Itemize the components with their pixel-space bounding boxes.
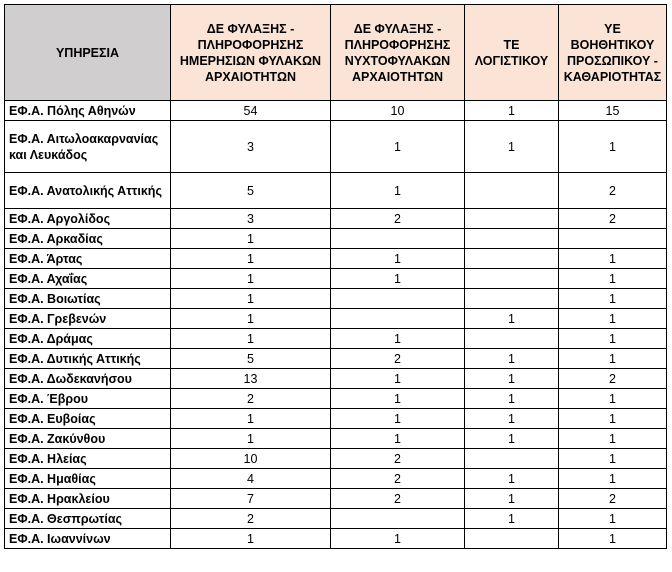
- table-row: [5, 249, 667, 269]
- accounting-value: 1: [465, 409, 559, 429]
- cleaning-staff-value: 2: [559, 173, 667, 209]
- night-guards-value: [331, 509, 465, 529]
- table-row: [5, 349, 667, 369]
- table-row: [5, 173, 667, 209]
- table-row: [5, 329, 667, 349]
- accounting-value: 1: [465, 101, 559, 121]
- service-name: ΕΦ.Α. Ηλείας: [5, 449, 171, 469]
- day-guards-value: 1: [171, 409, 331, 429]
- accounting-value: [465, 529, 559, 549]
- service-name: ΕΦ.Α. Γρεβενών: [5, 309, 171, 329]
- service-name: ΕΦ.Α. Ηρακλείου: [5, 489, 171, 509]
- service-name: ΕΦ.Α. Ημαθίας: [5, 469, 171, 489]
- day-guards-value: 2: [171, 509, 331, 529]
- day-guards-value: 1: [171, 269, 331, 289]
- service-name: ΕΦ.Α. Ευβοίας: [5, 409, 171, 429]
- service-name: ΕΦ.Α. Δωδεκανήσου: [5, 369, 171, 389]
- night-guards-value: 1: [331, 173, 465, 209]
- table-row: [5, 289, 667, 309]
- service-name: ΕΦ.Α. Θεσπρωτίας: [5, 509, 171, 529]
- header-day-guards: ΔΕ ΦΥΛΑΞΗΣ - ΠΛΗΡΟΦΟΡΗΣΗΣ ΗΜΕΡΗΣΙΩΝ ΦΥΛΑΚΩΝ ΑΡΧΑΙΟΤΗΤΩΝ: [171, 5, 331, 101]
- cleaning-staff-value: 1: [559, 429, 667, 449]
- day-guards-value: 5: [171, 349, 331, 369]
- night-guards-value: 2: [331, 209, 465, 229]
- night-guards-value: 1: [331, 369, 465, 389]
- cleaning-staff-value: 1: [559, 121, 667, 173]
- cleaning-staff-value: 1: [559, 509, 667, 529]
- table-row: [5, 509, 667, 529]
- day-guards-value: 1: [171, 309, 331, 329]
- accounting-value: [465, 289, 559, 309]
- cleaning-staff-value: 1: [559, 529, 667, 549]
- accounting-value: 1: [465, 349, 559, 369]
- night-guards-value: 2: [331, 349, 465, 369]
- accounting-value: [465, 269, 559, 289]
- day-guards-value: 10: [171, 449, 331, 469]
- night-guards-value: [331, 289, 465, 309]
- table-row: [5, 529, 667, 549]
- service-name: ΕΦ.Α. Άρτας: [5, 249, 171, 269]
- header-accounting: ΤΕ ΛΟΓΙΣΤΙΚΟΥ: [465, 5, 559, 101]
- night-guards-value: 1: [331, 389, 465, 409]
- night-guards-value: [331, 229, 465, 249]
- night-guards-value: 1: [331, 409, 465, 429]
- table-row: [5, 469, 667, 489]
- accounting-value: [465, 249, 559, 269]
- header-service: ΥΠΗΡΕΣΙΑ: [5, 5, 171, 101]
- day-guards-value: 5: [171, 173, 331, 209]
- cleaning-staff-value: 2: [559, 209, 667, 229]
- cleaning-staff-value: 1: [559, 289, 667, 309]
- cleaning-staff-value: 1: [559, 269, 667, 289]
- day-guards-value: 3: [171, 209, 331, 229]
- night-guards-value: 2: [331, 469, 465, 489]
- table-row: [5, 389, 667, 409]
- service-name: ΕΦ.Α. Έβρου: [5, 389, 171, 409]
- cleaning-staff-value: 1: [559, 449, 667, 469]
- night-guards-value: 1: [331, 269, 465, 289]
- table-row: [5, 309, 667, 329]
- night-guards-value: 2: [331, 489, 465, 509]
- accounting-value: [465, 229, 559, 249]
- day-guards-value: 7: [171, 489, 331, 509]
- service-name: ΕΦ.Α. Αχαΐας: [5, 269, 171, 289]
- service-name: ΕΦ.Α. Πόλης Αθηνών: [5, 101, 171, 121]
- cleaning-staff-value: 1: [559, 249, 667, 269]
- document-page: [4, 4, 667, 549]
- day-guards-value: 1: [171, 329, 331, 349]
- table-row: [5, 209, 667, 229]
- accounting-value: 1: [465, 429, 559, 449]
- table-row: [5, 449, 667, 469]
- service-name: ΕΦ.Α. Δυτικής Αττικής: [5, 349, 171, 369]
- day-guards-value: 1: [171, 289, 331, 309]
- service-name: ΕΦ.Α. Ανατολικής Αττικής: [5, 173, 171, 209]
- accounting-value: [465, 209, 559, 229]
- table-row: [5, 489, 667, 509]
- cleaning-staff-value: 2: [559, 369, 667, 389]
- header-cleaning-staff: ΥΕ ΒΟΗΘΗΤΙΚΟΥ ΠΡΟΣΩΠΙΚΟΥ - ΚΑΘΑΡΙΟΤΗΤΑΣ: [559, 5, 667, 101]
- service-name: ΕΦ.Α. Ζακύνθου: [5, 429, 171, 449]
- night-guards-value: 2: [331, 449, 465, 469]
- table-header-row: [5, 5, 667, 101]
- table-row: [5, 229, 667, 249]
- service-name: ΕΦ.Α. Αιτωλοακαρνανίας και Λευκάδος: [5, 121, 171, 173]
- day-guards-value: 1: [171, 249, 331, 269]
- accounting-value: [465, 329, 559, 349]
- table-row: [5, 369, 667, 389]
- accounting-value: 1: [465, 489, 559, 509]
- accounting-value: [465, 173, 559, 209]
- service-name: ΕΦ.Α. Βοιωτίας: [5, 289, 171, 309]
- table-row: [5, 409, 667, 429]
- night-guards-value: 1: [331, 429, 465, 449]
- day-guards-value: 4: [171, 469, 331, 489]
- table-row: [5, 269, 667, 289]
- table-row: [5, 121, 667, 173]
- cleaning-staff-value: 15: [559, 101, 667, 121]
- header-night-guards: ΔΕ ΦΥΛΑΞΗΣ - ΠΛΗΡΟΦΟΡΗΣΗΣ ΝΥΧΤΟΦΥΛΑΚΩΝ ΑΡΧΑΙΟΤΗΤΩΝ: [331, 5, 465, 101]
- day-guards-value: 3: [171, 121, 331, 173]
- accounting-value: 1: [465, 121, 559, 173]
- day-guards-value: 2: [171, 389, 331, 409]
- accounting-value: 1: [465, 509, 559, 529]
- accounting-value: [465, 449, 559, 469]
- day-guards-value: 1: [171, 429, 331, 449]
- service-name: ΕΦ.Α. Αρκαδίας: [5, 229, 171, 249]
- accounting-value: 1: [465, 369, 559, 389]
- day-guards-value: 13: [171, 369, 331, 389]
- night-guards-value: 10: [331, 101, 465, 121]
- night-guards-value: 1: [331, 529, 465, 549]
- table-row: [5, 101, 667, 121]
- accounting-value: 1: [465, 469, 559, 489]
- day-guards-value: 1: [171, 529, 331, 549]
- night-guards-value: 1: [331, 121, 465, 173]
- accounting-value: 1: [465, 309, 559, 329]
- night-guards-value: 1: [331, 249, 465, 269]
- cleaning-staff-value: 1: [559, 329, 667, 349]
- day-guards-value: 54: [171, 101, 331, 121]
- day-guards-value: 1: [171, 229, 331, 249]
- night-guards-value: [331, 309, 465, 329]
- cleaning-staff-value: 2: [559, 489, 667, 509]
- service-name: ΕΦ.Α. Αργολίδος: [5, 209, 171, 229]
- table-row: [5, 429, 667, 449]
- cleaning-staff-value: [559, 229, 667, 249]
- cleaning-staff-value: 1: [559, 349, 667, 369]
- service-name: ΕΦ.Α. Ιωαννίνων: [5, 529, 171, 549]
- cleaning-staff-value: 1: [559, 469, 667, 489]
- service-name: ΕΦ.Α. Δράμας: [5, 329, 171, 349]
- accounting-value: 1: [465, 389, 559, 409]
- staff-allocation-table: [4, 4, 667, 549]
- cleaning-staff-value: 1: [559, 409, 667, 429]
- cleaning-staff-value: 1: [559, 389, 667, 409]
- night-guards-value: 1: [331, 329, 465, 349]
- cleaning-staff-value: 1: [559, 309, 667, 329]
